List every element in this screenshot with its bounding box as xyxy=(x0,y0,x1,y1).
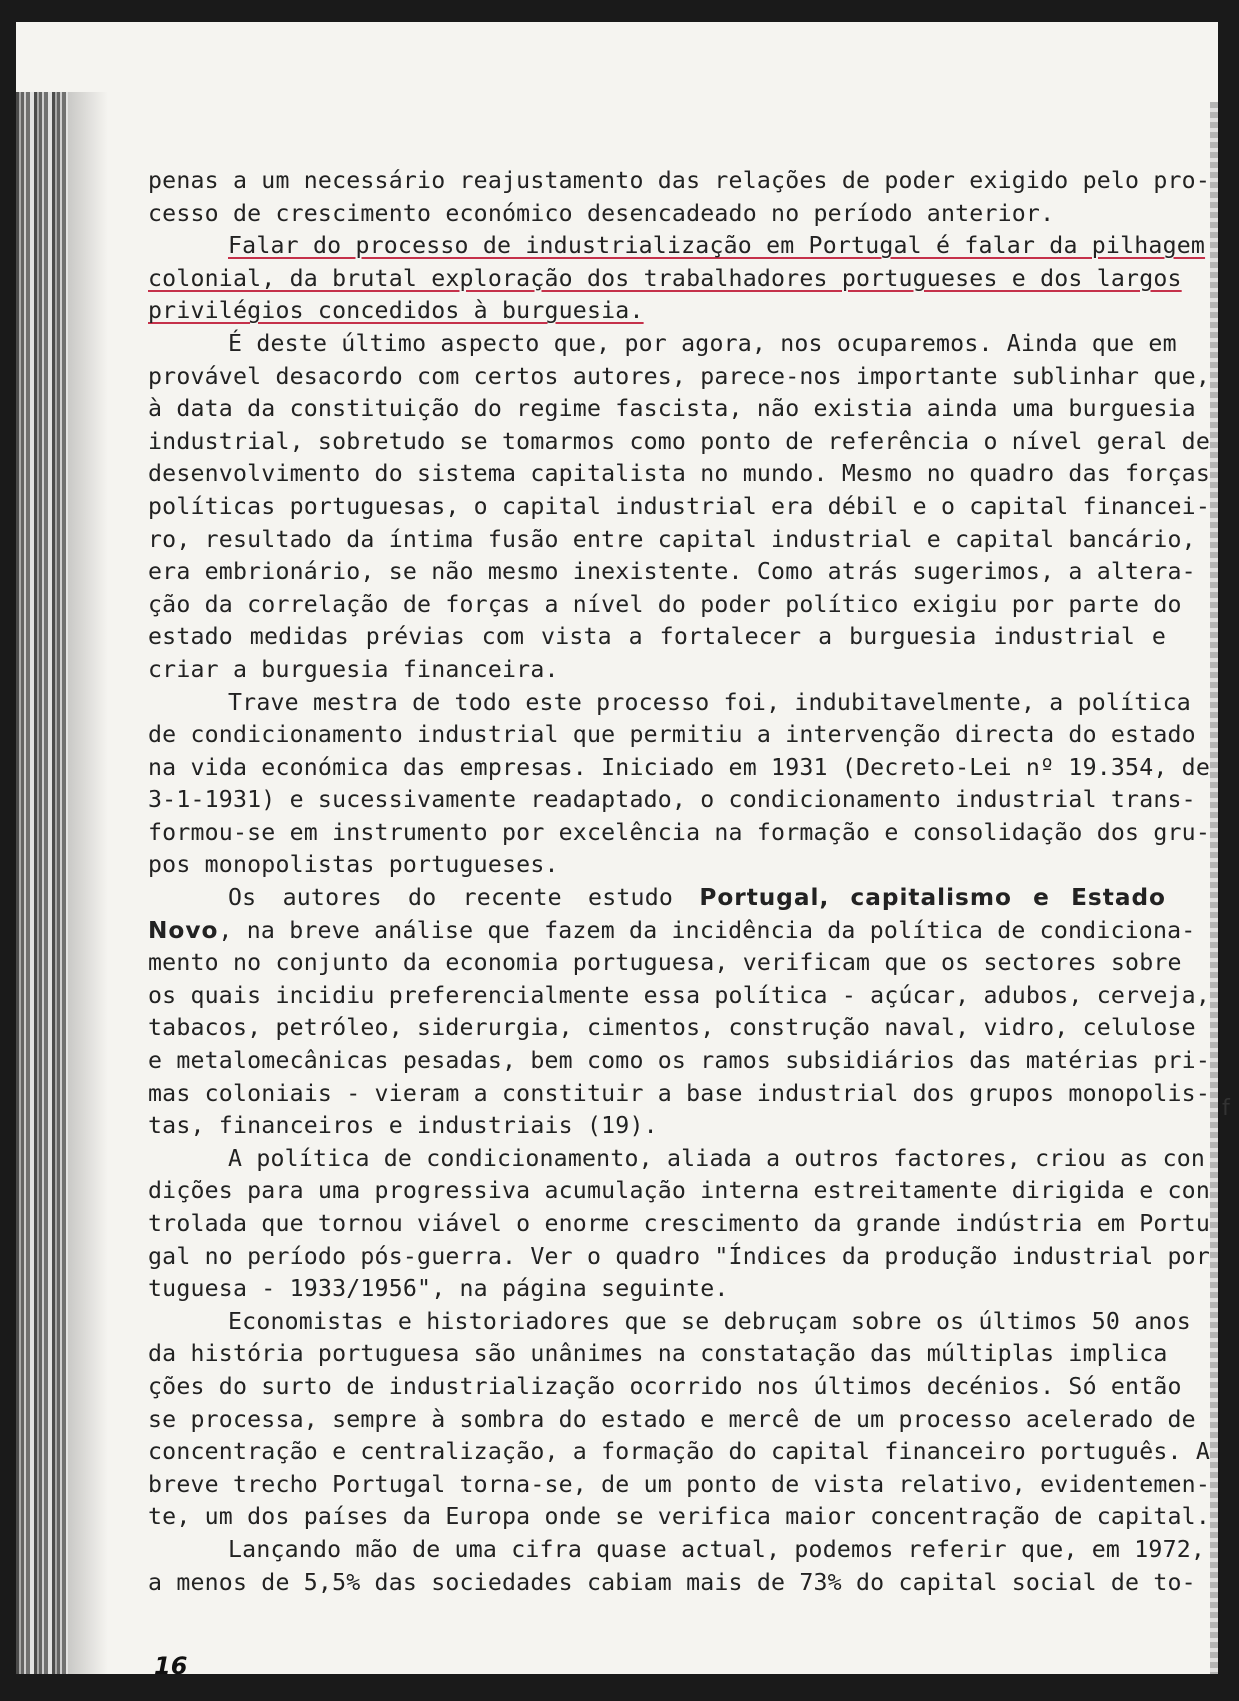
text-line: e metalomecânicas pesadas, bem como os ramos subsidiários das matérias pri- xyxy=(148,1047,1211,1075)
text-line: desenvolvimento do sistema capitalista no mundo. Mesmo no quadro das forças xyxy=(148,460,1211,488)
text-line: dições para uma progressiva acumulação interna estreitamente dirigida e con xyxy=(148,1177,1211,1205)
text-line: pos monopolistas portugueses. xyxy=(148,851,559,879)
text-line-highlighted: colonial, da brutal exploração dos trabalhadores portugueses e dos largos xyxy=(148,264,1182,292)
text-line: ções do surto de industrialização ocorrido nos últimos decénios. Só então xyxy=(148,1372,1182,1400)
text-line: Lançando mão de uma cifra quase actual, podemos referir que, em 1972, xyxy=(228,1535,1206,1563)
text-line: a menos de 5,5% das sociedades cabiam mais de 73% do capital social de to- xyxy=(148,1568,1196,1596)
book-title-end: Novo xyxy=(148,916,219,944)
page-number: 16 xyxy=(154,1652,188,1680)
text-line: à data da constituição do regime fascista, não existia ainda uma burguesia xyxy=(148,395,1196,423)
text-segment: Os autores do recente estudo xyxy=(228,884,674,912)
text-line: na vida económica das empresas. Iniciado em 1931 (Decreto-Lei nº 19.354, de xyxy=(148,753,1211,781)
margin-mark: f xyxy=(1222,1096,1230,1121)
text-line-highlighted: Falar do processo de industrialização em Portugal é falar da pilhagem xyxy=(228,232,1206,260)
text-line: ro, resultado da íntima fusão entre capital industrial e capital bancário, xyxy=(148,525,1196,553)
text-line: 3-1-1931) e sucessivamente readaptado, o condicionamento industrial trans- xyxy=(148,786,1196,814)
book-title: Portugal, capitalismo e Estado xyxy=(699,884,1166,912)
text-line: mas coloniais - vieram a constituir a base industrial dos grupos monopolis- xyxy=(148,1079,1211,1107)
text-line-highlighted: privilégios concedidos à burguesia. xyxy=(148,297,644,325)
text-line: criar a burguesia financeira. xyxy=(148,655,559,683)
text-line-with-title xyxy=(148,915,1196,948)
text-line: era embrionário, se não mesmo inexistente. Como atrás sugerimos, a altera- xyxy=(148,558,1196,586)
text-line: provável desacordo com certos autores, parece-nos importante sublinhar que, xyxy=(148,362,1211,390)
text-line: formou-se em instrumento por excelência na formação e consolidação dos gru- xyxy=(148,818,1211,846)
text-line: breve trecho Portugal torna-se, de um ponto de vista relativo, evidentemen- xyxy=(148,1470,1211,1498)
scan-edge-shadow xyxy=(68,92,108,1674)
text-line: gal no período pós-guerra. Ver o quadro "Índices da produção industrial por xyxy=(148,1242,1211,1270)
text-line: se processa, sempre à sombra do estado e mercê de um processo acelerado de xyxy=(148,1405,1196,1433)
text-line: trolada que tornou viável o enorme crescimento da grande indústria em Portu xyxy=(148,1210,1211,1237)
text-line: tas, financeiros e industriais (19). xyxy=(148,1112,658,1140)
text-line: tabacos, petróleo, siderurgia, cimentos, construção naval, vidro, celulose xyxy=(148,1014,1196,1042)
scan-right-edge xyxy=(1210,102,1218,1674)
text-line: te, um dos países da Europa onde se verifica maior concentração de capital. xyxy=(148,1503,1211,1531)
body-text xyxy=(148,165,1211,1599)
text-line: penas a um necessário reajustamento das relações de poder exigido pelo pro- xyxy=(148,167,1211,194)
text-line: políticas portuguesas, o capital industrial era débil e o capital financei- xyxy=(148,492,1211,520)
text-line: A política de condicionamento, aliada a outros factores, criou as con xyxy=(228,1144,1206,1172)
scan-binding-edge xyxy=(16,92,68,1674)
text-segment: , na breve análise que fazem da incidência da política de condiciona- xyxy=(218,916,1196,944)
text-line: ção da correlação de forças a nível do poder político exigiu por parte do xyxy=(148,590,1182,618)
text-line: Economistas e historiadores que se debruçam sobre os últimos 50 anos xyxy=(228,1307,1191,1335)
text-line: industrial, sobretudo se tomarmos como ponto de referência o nível geral de xyxy=(148,427,1211,455)
text-line: da história portuguesa são unânimes na constatação das múltiplas implica xyxy=(148,1340,1168,1368)
text-line: cesso de crescimento económico desencadeado no período anterior. xyxy=(148,199,1055,227)
text-line: É deste último aspecto que, por agora, nos ocuparemos. Ainda que em xyxy=(228,329,1177,357)
text-line: de condicionamento industrial que permitiu a intervenção directa do estado xyxy=(148,721,1196,749)
text-line: mento no conjunto da economia portuguesa, verificam que os sectores sobre xyxy=(148,949,1182,977)
text-line: estado medidas prévias com vista a fortalecer a burguesia industrial e xyxy=(148,623,1166,651)
text-line: Trave mestra de todo este processo foi, indubitavelmente, a política xyxy=(228,688,1191,716)
text-line-with-title xyxy=(148,882,1166,915)
text-line: os quais incidiu preferencialmente essa política - açúcar, adubos, cerveja, xyxy=(148,981,1211,1009)
text-line: concentração e centralização, a formação do capital financeiro português. A xyxy=(148,1438,1211,1466)
text-line: tuguesa - 1933/1956", na página seguinte. xyxy=(148,1275,729,1303)
